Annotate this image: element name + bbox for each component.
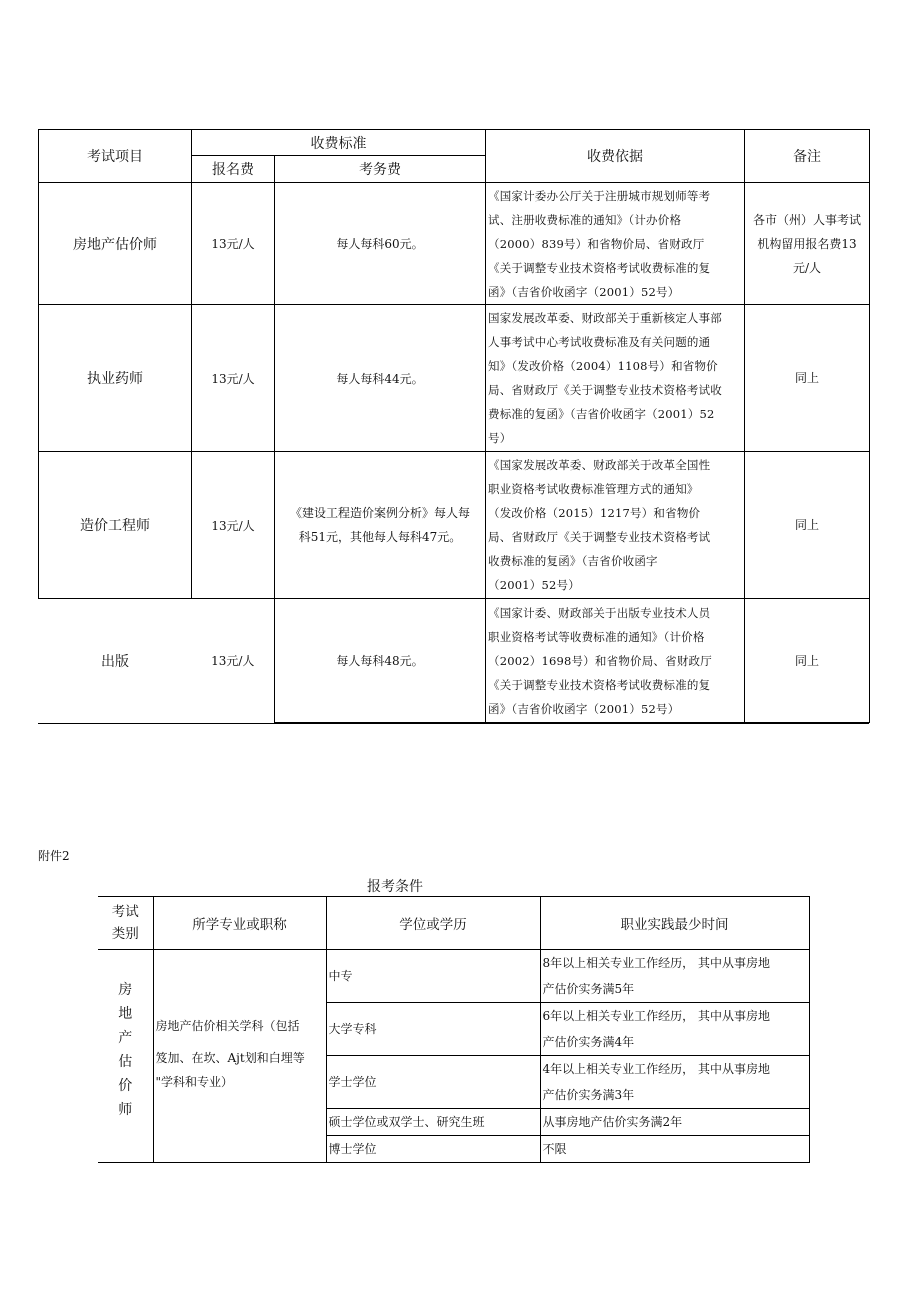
remark-cell: 同上 [745,599,870,723]
registration-fee-cell: 13元/人 [192,599,275,723]
basis-line: 国家发展改革委、财政部关于重新核定人事部 [488,311,722,325]
exam-type-char: 地 [118,1006,133,1022]
practice-time-cell: 从事房地产估价实务满2年 [540,1109,809,1136]
exam-fee-line: 科51元，其他每人每科47元。 [298,530,462,544]
conditions-table [98,896,810,1163]
degree-cell: 中专 [326,950,540,1003]
basis-line: 《关于调整专业技术资格考试收费标准的复 [488,260,711,275]
basis-cell [486,183,745,305]
table-row [39,305,870,452]
degree-cell: 博士学位 [326,1136,540,1163]
exam-type-char: 产 [118,1030,133,1046]
fee-table [38,129,870,723]
exam-type-cell [98,950,153,1163]
exam-fee-cell [275,452,486,599]
practice-time-cell [540,1003,809,1056]
practice-time-line: 4年以上相关专业工作经历， 其中从事房地 [542,1062,770,1076]
basis-line: （2000）839号）和省物价局、省财政厅 [488,236,705,251]
basis-line: 收费标准的复函》（吉省价收函字 [488,554,658,568]
exam-type-char: 价 [118,1078,133,1094]
basis-cell [486,305,745,452]
attachment-label: 附件2 [38,849,70,863]
remark-line: 各市（州）人事考试 [752,212,861,227]
practice-time-cell [540,950,809,1003]
remark-cell: 同上 [745,305,870,452]
basis-line: （2001）52号） [488,578,580,592]
table-bottom-rule [38,723,869,724]
remark-cell [745,183,870,305]
basis-line: 职业资格考试收费标准管理方式的通知》 [488,482,699,496]
basis-line: 函》（吉省价收函字（2001）52号） [488,701,680,716]
practice-time-line: 8年以上相关专业工作经历， 其中从事房地 [542,956,770,970]
basis-line: 知》（发改价格（2004）1108号）和省物价 [488,359,718,373]
exam-fee-cell: 每人每科60元。 [275,183,486,305]
major-line: 笈加、在坎、Ajt划和白埋等 [155,1051,305,1065]
basis-line: 人事考试中心考试收费标准及有关问题的通 [488,335,711,349]
header-remark: 备注 [745,130,870,183]
header-exam-type-line: 考试 [111,904,139,920]
degree-cell: 大学专科 [326,1003,540,1056]
table-row [98,950,809,1003]
practice-time-line: 产估价实务满4年 [542,1035,635,1049]
exam-item-cell: 造价工程师 [39,452,192,599]
header-registration-fee: 报名费 [192,156,275,183]
basis-line: 局、省财政厅《关于调整专业技术资格考试 [488,530,711,544]
basis-line: 《国家计委、财政部关于出版专业技术人员 [488,605,711,620]
exam-fee-line: 《建设工程造价案例分析》每人每 [289,506,470,520]
exam-type-char: 房 [118,982,133,998]
table-row [39,599,870,723]
practice-time-line: 产估价实务满3年 [542,1088,635,1102]
degree-cell: 学士学位 [326,1056,540,1109]
basis-line: 《国家计委办公厅关于注册城市规划师等考 [488,188,711,203]
header-major: 所学专业或职称 [153,897,326,950]
practice-time-cell [540,1056,809,1109]
header-exam-type-line: 类别 [111,926,139,942]
header-exam-type [98,897,153,950]
exam-item-cell: 出版 [39,599,192,723]
remark-cell: 同上 [745,452,870,599]
table-row [39,183,870,305]
exam-fee-cell: 每人每科48元。 [275,599,486,723]
basis-line: 函》（吉省价收函字（2001）52号） [488,284,680,299]
basis-line: 费标准的复函》（吉省价收函字（2001）52 [488,407,715,421]
exam-type-char: 估 [118,1054,133,1070]
table-row [39,452,870,599]
major-line: "学科和专业） [155,1075,234,1089]
practice-time-line: 6年以上相关专业工作经历， 其中从事房地 [542,1009,770,1023]
registration-fee-cell: 13元/人 [192,305,275,452]
header-practice-time: 职业实践最少时间 [540,897,809,950]
basis-cell [486,452,745,599]
header-exam-fee: 考务费 [275,156,486,183]
header-degree: 学位或学历 [326,897,540,950]
remark-line: 机构留用报名费13 [757,236,857,251]
basis-line: 《关于调整专业技术资格考试收费标准的复 [488,677,711,692]
remark-line: 元/人 [792,260,822,275]
degree-cell: 硕士学位或双学士、研究生班 [326,1109,540,1136]
major-cell [153,950,326,1163]
basis-cell [486,599,745,723]
header-fee-standard: 收费标准 [192,130,486,156]
basis-line: 号） [488,431,512,445]
header-exam-item: 考试项目 [39,130,192,183]
exam-item-cell: 房地产估价师 [39,183,192,305]
registration-fee-cell: 13元/人 [192,183,275,305]
registration-fee-cell: 13元/人 [192,452,275,599]
practice-time-cell: 不限 [540,1136,809,1163]
basis-line: 局、省财政厅《关于调整专业技术资格考试收 [488,383,722,397]
exam-fee-cell: 每人每科44元。 [275,305,486,452]
header-basis: 收费依据 [486,130,745,183]
basis-line: 《国家发展改革委、财政部关于改革全国性 [488,458,711,472]
major-line: 房地产估价相关学科（包括 [155,1019,300,1033]
basis-line: （2002）1698号）和省物价局、省财政厅 [488,653,712,668]
exam-type-char: 师 [118,1102,133,1118]
conditions-title: 报考条件 [367,879,423,895]
basis-line: 职业资格考试等收费标准的通知》（计价格 [488,629,705,644]
exam-item-cell: 执业药师 [39,305,192,452]
practice-time-line: 产估价实务满5年 [542,982,635,996]
basis-line: （发改价格（2015）1217号）和省物价 [488,506,701,520]
basis-line: 试、注册收费标准的通知》（计办价格 [488,212,682,227]
